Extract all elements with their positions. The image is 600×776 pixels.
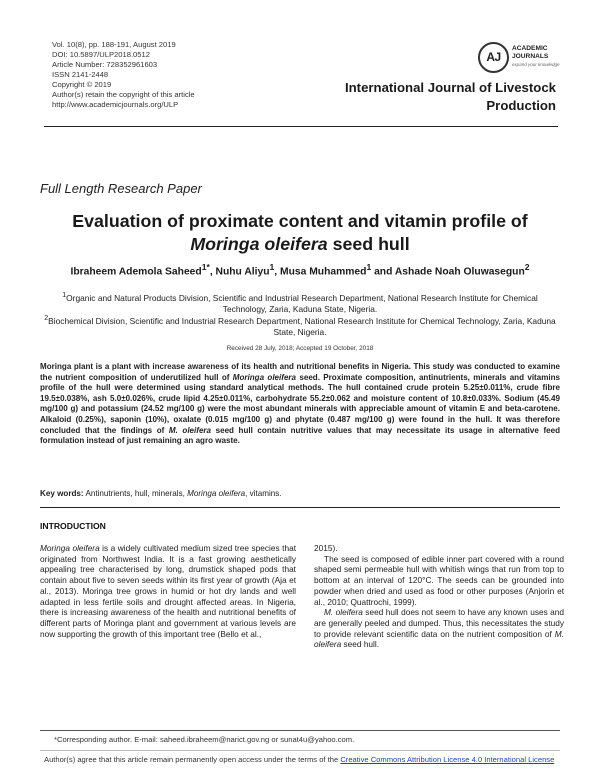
paragraph: The seed is composed of edible inner part covered with a round shaped semi permeable hull with whitish wings that run from top to bottom at an interval of 120°C. The seeds can be grounded into powder when dried and used as food or other purposes (Anjorin et al., 2010; Quattrochi, 1999). [314,553,564,607]
species-name: M. oleifera [314,628,564,650]
author-separator: and [371,266,395,278]
author-list [40,262,560,277]
header-divider [44,126,558,127]
affiliation-1 [40,291,560,314]
paragraph-text: seed hull does not seem to have any known uses and are generally peeled and dumped. Thus, this necessitates the study to provide relevant scientific data on the nutrient composition of [314,607,565,639]
corresponding-author-note: *Corresponding author. E-mail: saheed.ibraheem@narict.gov.ng or sunat4u@yahoo.com. [54,735,355,744]
body-column-right [314,543,564,650]
affiliation-2 [40,314,560,337]
title-species: Moringa oleifera [190,234,328,254]
abstract-text: seed. Proximate composition, antinutrients, minerals and vitamins profile of the hull were determined using standard analytical methods. The hull contained crude protein 5.25±0.011%, crude fibre 19.5±0.038%, ash 5.0±0.026%, crude lipid 4.25±0.011%, carbohydrate 55.2±0.062 and moisture content of 10.8±0.033%. Sodium (45.49 mg/100 g) and potassium (24.52 mg/100 g) were the most abundant minerals with appreciable amount of vitamin E and beta-carotene. Alkaloid (0.25%), saponin (10%), oxalate (0.015 mg/100 g) and phytate (0.487 mg/100 g) were found in the hull. It was therefore concluded that the findings of [40,372,560,435]
abstract-text: seed hull contain nutritive values that may necessitate its usage in alternative feed formulation instead of just remaining an agro waste. [40,425,560,446]
meta-copyright: Copyright © 2019 [52,80,112,89]
publisher-logo [478,40,578,74]
author-name: Musa Muhammed [280,266,367,278]
title-rest: seed hull [327,234,410,254]
keywords-species: Moringa oleifera [187,489,246,498]
body-column-left [40,543,296,639]
abstract-text: Moringa plant is a plant with increase awareness of its health and nutritional benefits in Nigeria. This study was conducted to examine the nutrient composition of underutilized hull of [40,362,560,382]
abstract-divider [40,507,560,508]
title-line1: Evaluation of proximate content and vitamin profile of [72,211,528,231]
affiliations [40,291,560,338]
footer-divider [40,750,560,751]
journal-name-line2: Production [486,98,556,113]
title-line2 [40,233,560,256]
affiliation-text: Organic and Natural Products Division, Scientific and Industrial Research Department, National Research Institute for Chemical Technology, Zaria, Kaduna State, Nigeria. [66,292,538,314]
author-name: Nuhu Aliyu [215,266,270,278]
meta-issn: ISSN 2141-2448 [52,70,109,79]
abstract-species: Moringa oleifera [232,372,297,382]
keywords-text: , vitamins. [245,489,282,498]
meta-article-number: Article Number: 728352961603 [52,60,158,69]
logo-tagline: expand your knowledge [512,62,560,67]
meta-volume: Vol. 10(8), pp. 188-191, August 2019 [52,40,176,49]
keywords [40,489,560,498]
paragraph-text: seed hull. [341,639,380,650]
keywords-label: Key words: [40,489,84,498]
abstract [40,362,560,447]
article-metadata [52,40,195,110]
keywords-text: Antinutrients, hull, minerals, [83,489,188,498]
author-affiliation-mark: 1 [366,262,372,272]
license-link[interactable]: Creative Commons Attribution License 4.0 International License [340,755,555,764]
author-separator: , [274,266,281,278]
meta-copyright-note: Author(s) retain the copyright of this article [52,90,195,99]
species-name: M. oleifera [324,607,363,618]
article-type: Full Length Research Paper [40,181,202,196]
author-separator: , [209,266,216,278]
meta-url[interactable]: http://www.academicjournals.org/ULP [52,100,179,109]
affiliation-mark: 2 [44,315,49,323]
author-name: Ashade Noah Oluwasegun [394,266,525,278]
section-heading-introduction: INTRODUCTION [40,521,106,531]
footnote-divider [40,730,560,731]
paragraph: 2015). [314,543,338,553]
meta-doi: DOI: 10.5897/ULP2018.0512 [52,50,150,59]
license-statement [44,755,564,765]
received-accepted-dates: Received 28 July, 2018; Accepted 19 October, 2018 [226,345,374,352]
affiliation-mark: 1 [62,292,67,299]
paragraph [314,607,564,650]
license-text: Author(s) agree that this article remain permanently open access under the terms of the [44,755,341,764]
paragraph [40,543,296,639]
author-affiliation-mark: 1* [201,262,210,272]
author-affiliation-mark: 1 [269,262,275,272]
journal-name [296,79,556,115]
author-name: Ibraheem Ademola Saheed [70,266,202,278]
aj-logo-icon: AJ [478,42,509,73]
author-affiliation-mark: 2 [524,262,530,272]
species-name: Moringa oleifera [40,543,100,553]
article-title [40,210,560,256]
affiliation-text: Biochemical Division, Scientific and Industrial Research Department, National Research Institute for Chemical Technology, Zaria, Kaduna State, Nigeria. [48,316,556,337]
logo-text-academic: ACADEMIC [512,45,548,52]
abstract-species: M. oleifera [168,425,212,435]
paragraph-text: is a widely cultivated medium sized tree species that originated from Northwest India. It is a fast growing aesthetically appealing tree characterised by long, drumstick shaped pods that contain about five to seven seeds within its first year of growth (Aja et al., 2013). Moringa tree grows in humid or hot dry lands and well adapted in less fertile soils and drought affected areas. In Nigeria, there is increasing awareness of the health and nutritional benefits of different parts of Moringa plant and government at various levels are now supporting the growth of this important tree (Bello et al., [40,543,296,639]
journal-name-line1: International Journal of Livestock [344,80,556,95]
logo-text-journals: JOURNALS [512,53,549,60]
